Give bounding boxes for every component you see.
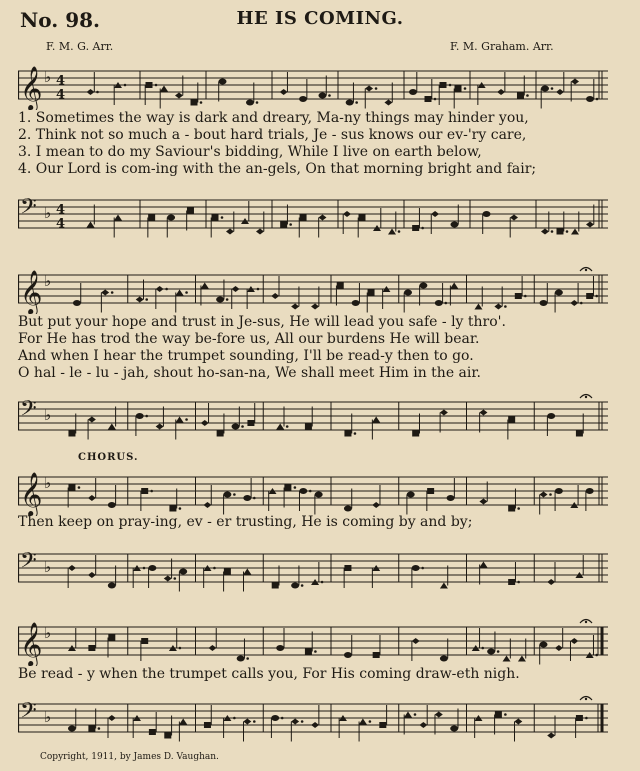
note-head-triangle (108, 424, 116, 430)
note-head-diamond (343, 211, 351, 217)
note-head-square (412, 431, 419, 437)
dot (233, 717, 236, 720)
treble-clef-icon: 𝄞 (20, 622, 43, 666)
treble-staff (18, 616, 608, 666)
note-head-diamond (570, 638, 578, 644)
note-head-oval (136, 413, 144, 419)
dot (551, 87, 554, 90)
note-head-triangle (474, 304, 482, 310)
dot (165, 288, 168, 291)
note-head-oval (547, 413, 555, 419)
note-head-square (515, 293, 522, 299)
note-head-oval (243, 495, 251, 501)
note-head-square (148, 215, 155, 221)
note-head-square (300, 215, 307, 221)
lyric-line: But put your hope and trust in Je-sus, He will lead you safe - ly thro'. (18, 314, 506, 330)
note-head-diamond (494, 304, 502, 310)
note-head-diamond (108, 715, 116, 721)
note-head-square (88, 726, 95, 732)
note-head-diamond (88, 572, 96, 578)
dot (286, 425, 289, 428)
note-head-diamond (539, 492, 547, 498)
copyright-notice: Copyright, 1911, by James D. Vaughan. (40, 752, 219, 762)
note-head-oval (419, 283, 427, 289)
dot (596, 98, 599, 101)
dot (301, 584, 304, 587)
lyric-line: Then keep on pray-ing, ev - er trusting, He is coming by and by; (18, 514, 473, 530)
dot (414, 713, 417, 716)
note-head-diamond (88, 495, 96, 501)
note-head-diamond (87, 89, 95, 95)
dot (585, 717, 588, 720)
treble-staff (18, 264, 608, 314)
note-head-diamond (586, 222, 594, 228)
dot (595, 295, 598, 298)
note-head-oval (450, 222, 458, 228)
note-head-square (305, 424, 312, 430)
dot (369, 720, 372, 723)
note-head-square (508, 417, 515, 423)
note-head-diamond (547, 579, 555, 585)
chorus-label: CHORUS. (78, 452, 139, 463)
treble-clef-icon: 𝄞 (20, 66, 43, 110)
note-head-square (517, 93, 524, 99)
note-head-oval (555, 290, 563, 296)
dot (179, 507, 182, 510)
note-head-triangle (571, 229, 579, 235)
dot (111, 291, 114, 294)
dot (253, 720, 256, 723)
dot (580, 302, 583, 305)
treble-staff (18, 466, 608, 516)
treble-clef-icon: 𝄞 (20, 270, 43, 314)
note-head-square (576, 431, 583, 437)
dot (301, 720, 304, 723)
note-head-diamond (479, 499, 487, 505)
music-system-1 (18, 58, 608, 243)
flat-key-signature-icon: ♭ (44, 558, 52, 576)
note-head-square (146, 82, 153, 88)
dot (517, 581, 520, 584)
note-head-diamond (384, 100, 392, 106)
dot (444, 302, 447, 305)
note-head-diamond (412, 638, 420, 644)
note-head-square (272, 583, 279, 589)
dot (517, 507, 520, 510)
dot (256, 101, 259, 104)
flat-key-signature-icon: ♭ (44, 272, 52, 290)
note-head-triangle (372, 417, 380, 423)
note-head-oval (108, 583, 116, 589)
dot (289, 223, 292, 226)
note-head-square (169, 506, 176, 512)
hymn-number: No. 98. (20, 8, 100, 32)
treble-clef-icon: 𝄞 (20, 472, 43, 516)
note-head-square (212, 215, 219, 221)
note-head-square (164, 733, 171, 739)
note-head-square (440, 82, 447, 88)
note-head-diamond (318, 215, 326, 221)
dot (221, 216, 224, 219)
note-head-triangle (359, 719, 367, 725)
note-head-oval (167, 215, 175, 221)
note-head-square (337, 283, 344, 289)
verse-lyrics (18, 314, 608, 382)
note-head-oval (299, 488, 307, 494)
bass-clef-icon: 𝄢 (20, 548, 37, 579)
note-head-triangle (388, 229, 396, 235)
note-head-triangle (479, 562, 487, 568)
note-head-oval (68, 726, 76, 732)
note-head-square (247, 420, 254, 426)
dot (185, 291, 188, 294)
lyric-line: 3. I mean to do my Saviour's bidding, While I live on earth below, (18, 144, 482, 160)
note-head-square (359, 215, 366, 221)
fermata-dot (585, 269, 587, 271)
note-head-oval (318, 93, 326, 99)
dot (241, 425, 244, 428)
hymn-title: HE IS COMING. (236, 8, 404, 29)
note-head-diamond (510, 215, 518, 221)
note-head-square (191, 100, 198, 106)
note-head-triangle (404, 712, 412, 718)
bass-staff (18, 384, 608, 448)
dot (179, 647, 182, 650)
note-head-oval (276, 645, 284, 651)
note-head-diamond (541, 229, 549, 235)
time-signature-bottom: 4 (56, 216, 66, 232)
note-head-square (368, 290, 375, 296)
dot (434, 98, 437, 101)
note-head-oval (108, 502, 116, 508)
note-head-diamond (556, 89, 564, 95)
note-head-square (108, 635, 115, 641)
note-head-oval (299, 96, 307, 102)
note-head-oval (447, 495, 455, 501)
note-head-diamond (156, 424, 164, 430)
time-signature-bottom: 4 (56, 87, 66, 103)
note-head-oval (344, 652, 352, 658)
dot (595, 654, 598, 657)
dot (526, 94, 529, 97)
note-head-oval (412, 565, 420, 571)
verse-lyrics (18, 110, 608, 178)
note-head-triangle (176, 290, 184, 296)
note-head-diamond (365, 86, 373, 92)
note-head-diamond (68, 565, 76, 571)
note-head-triangle (243, 569, 251, 575)
dot (481, 647, 484, 650)
note-head-oval (219, 79, 227, 85)
bass-clef-icon: 𝄢 (20, 396, 37, 427)
note-head-square (149, 729, 156, 735)
note-head-oval (440, 656, 448, 662)
note-head-diamond (156, 286, 164, 292)
note-head-oval (346, 100, 354, 106)
dot (504, 713, 507, 716)
note-head-square (280, 222, 287, 228)
dot (143, 567, 146, 570)
note-head-diamond (164, 576, 172, 582)
lyric-line: 1. Sometimes the way is dark and dreary, Ma-ny things may hinder you, (18, 110, 529, 126)
note-head-diamond (88, 417, 96, 423)
dot (96, 91, 99, 94)
note-head-oval (539, 300, 547, 306)
note-head-oval (539, 642, 547, 648)
note-head-oval (435, 300, 443, 306)
fermata-dot (585, 698, 587, 700)
note-head-diamond (555, 645, 563, 651)
note-head-triangle (450, 283, 458, 289)
dot (78, 486, 81, 489)
note-head-diamond (201, 420, 209, 426)
note-head-diamond (571, 79, 579, 85)
lyric-line: O hal - le - lu - jah, shout ho-san-na, We shall meet Him in the air. (18, 365, 481, 381)
note-head-square (427, 488, 434, 494)
note-head-triangle (518, 656, 526, 662)
note-head-oval (237, 656, 245, 662)
note-head-square (425, 96, 432, 102)
note-head-diamond (419, 722, 427, 728)
dot (354, 432, 357, 435)
lyric-line: 2. Think not so much a - bout hard trials, Je - sus knows our ev-'ry care, (18, 127, 527, 143)
music-system-chorus (18, 452, 608, 610)
note-head-oval (216, 297, 224, 303)
note-head-oval (586, 488, 594, 494)
note-head-diamond (431, 211, 439, 217)
note-head-triangle (440, 583, 448, 589)
note-head-diamond (311, 304, 319, 310)
note-head-oval (179, 569, 187, 575)
note-head-oval (487, 649, 495, 655)
dot (566, 230, 569, 233)
flat-key-signature-icon: ♭ (44, 474, 52, 492)
dot (355, 101, 358, 104)
note-head-triangle (160, 86, 168, 92)
bass-staff (18, 182, 608, 246)
note-head-square (373, 652, 380, 658)
note-head-diamond (136, 297, 144, 303)
dot (173, 577, 176, 580)
flat-key-signature-icon: ♭ (44, 708, 52, 726)
dot (150, 490, 153, 493)
dot (421, 227, 424, 230)
note-head-square (141, 488, 148, 494)
note-head-diamond (271, 293, 279, 299)
dot (398, 230, 401, 233)
note-head-triangle (114, 215, 122, 221)
time-signature-top: 4 (56, 202, 66, 218)
dot (551, 230, 554, 233)
note-head-oval (450, 726, 458, 732)
note-head-oval (541, 86, 549, 92)
note-head-diamond (514, 719, 522, 725)
note-head-oval (232, 424, 240, 430)
lyric-line: Be read - y when the trumpet calls you, For His coming draw-eth nigh. (18, 666, 520, 682)
dot (497, 650, 500, 653)
music-credit: F. M. Graham. Arr. (450, 40, 554, 53)
note-head-diamond (291, 304, 299, 310)
note-head-diamond (280, 89, 288, 95)
dot (524, 295, 527, 298)
note-head-square (508, 506, 515, 512)
note-head-oval (409, 89, 417, 95)
flat-key-signature-icon: ♭ (44, 204, 52, 222)
note-head-square (576, 715, 583, 721)
note-head-square (455, 86, 462, 92)
note-head-triangle (276, 424, 284, 430)
fermata-dot (585, 621, 587, 623)
music-system-4 (18, 614, 608, 750)
note-head-diamond (311, 722, 319, 728)
note-head-triangle (201, 283, 209, 289)
note-head-square (224, 569, 231, 575)
lyric-line: 4. Our Lord is com-ing with the an-gels, On that morning bright and fair; (18, 161, 537, 177)
fermata-dot (585, 396, 587, 398)
note-head-square (88, 645, 95, 651)
note-head-diamond (208, 645, 216, 651)
note-head-diamond (497, 89, 505, 95)
note-head-square (305, 649, 312, 655)
note-head-oval (246, 100, 254, 106)
dot (421, 567, 424, 570)
dot (124, 84, 127, 87)
note-head-oval (223, 492, 231, 498)
note-head-diamond (232, 286, 240, 292)
note-head-square (204, 722, 211, 728)
note-head-oval (555, 488, 563, 494)
chorus-lyrics (18, 514, 608, 531)
bass-clef-icon: 𝄢 (20, 194, 37, 225)
bass-clef-icon: 𝄢 (20, 698, 37, 729)
note-head-square (68, 431, 75, 437)
dot (321, 581, 324, 584)
dot (213, 567, 216, 570)
dot (185, 418, 188, 421)
note-head-oval (352, 300, 360, 306)
note-head-square (508, 579, 515, 585)
dot (233, 493, 236, 496)
note-head-oval (344, 506, 352, 512)
dot (145, 415, 148, 418)
note-head-oval (271, 715, 279, 721)
note-head-diamond (479, 410, 487, 416)
dot (257, 288, 260, 291)
note-head-diamond (372, 502, 380, 508)
flat-key-signature-icon: ♭ (44, 624, 52, 642)
note-head-square (379, 722, 386, 728)
dot (155, 84, 158, 87)
note-head-square (344, 565, 351, 571)
dot (464, 87, 467, 90)
note-head-diamond (226, 229, 234, 235)
note-head-square (586, 293, 593, 299)
note-head-oval (73, 300, 81, 306)
note-head-oval (148, 565, 156, 571)
note-head-triangle (179, 719, 187, 725)
dot (449, 84, 452, 87)
note-head-triangle (503, 656, 511, 662)
lyric-line: For He has trod the way be-fore us, All our burdens He will bear. (18, 331, 480, 347)
note-head-diamond (175, 93, 183, 99)
dot (375, 87, 378, 90)
note-head-square (187, 208, 194, 214)
dot (200, 101, 203, 104)
dot (549, 493, 552, 496)
time-signature-top: 4 (56, 73, 66, 89)
note-head-diamond (101, 290, 109, 296)
note-head-diamond (203, 502, 211, 508)
dot (226, 298, 229, 301)
dot (246, 657, 249, 660)
note-head-oval (586, 96, 594, 102)
note-head-square (141, 638, 148, 644)
note-head-triangle (176, 417, 184, 423)
dot (504, 305, 507, 308)
treble-staff (18, 60, 608, 110)
note-head-square (412, 225, 419, 231)
note-head-square (557, 229, 564, 235)
chorus-lyrics (18, 666, 608, 683)
note-head-diamond (547, 733, 555, 739)
note-head-square (68, 485, 75, 491)
note-head-square (217, 431, 224, 437)
note-head-diamond (243, 719, 251, 725)
bass-staff (18, 686, 608, 750)
note-head-diamond (291, 719, 299, 725)
flat-key-signature-icon: ♭ (44, 68, 52, 86)
note-head-oval (315, 492, 323, 498)
dot (253, 497, 256, 500)
note-head-oval (407, 492, 415, 498)
note-head-diamond (570, 300, 578, 306)
note-head-diamond (435, 712, 443, 718)
dot (328, 94, 331, 97)
bass-staff (18, 536, 608, 600)
dot (309, 490, 312, 493)
dot (294, 486, 297, 489)
note-head-diamond (256, 229, 264, 235)
note-head-square (495, 712, 502, 718)
dot (145, 298, 148, 301)
flat-key-signature-icon: ♭ (44, 406, 52, 424)
note-head-oval (291, 583, 299, 589)
note-head-oval (404, 290, 412, 296)
music-system-2 (18, 262, 608, 447)
dot (314, 650, 317, 653)
words-credit: F. M. G. Arr. (46, 40, 114, 53)
note-head-triangle (87, 222, 95, 228)
lyric-line: And when I hear the trumpet sounding, I'll be read-y then to go. (18, 348, 474, 364)
note-head-square (284, 485, 291, 491)
note-head-diamond (440, 410, 448, 416)
dot (98, 727, 101, 730)
note-head-square (344, 431, 351, 437)
note-head-oval (483, 211, 491, 217)
dot (281, 717, 284, 720)
